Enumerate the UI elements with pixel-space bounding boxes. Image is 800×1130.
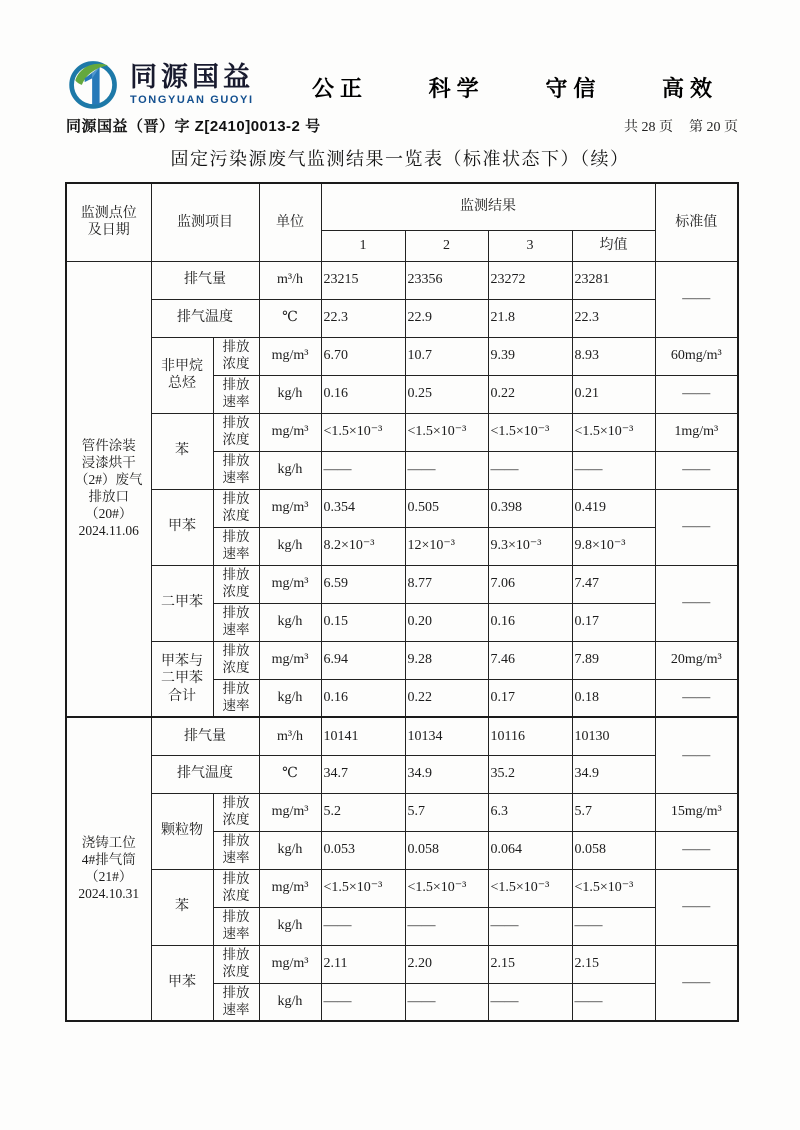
standard-cell: ——	[655, 375, 738, 413]
value-cell: 0.16	[321, 375, 405, 413]
subitem-label: 排放 速率	[213, 679, 259, 717]
subitem-label: 排放 浓度	[213, 413, 259, 451]
value-cell: ——	[405, 451, 488, 489]
unit-label: mg/m³	[259, 489, 321, 527]
value-cell: 0.058	[405, 831, 488, 869]
brand-text	[130, 62, 254, 106]
value-cell: 2.15	[488, 945, 572, 983]
table-row	[66, 489, 738, 527]
table-row	[66, 565, 738, 603]
table-row	[66, 261, 738, 299]
subitem-label: 排放 速率	[213, 907, 259, 945]
value-cell: ——	[321, 451, 405, 489]
item-label: 排气量	[151, 261, 259, 299]
value-cell: 9.8×10⁻³	[572, 527, 655, 565]
value-cell: 9.39	[488, 337, 572, 375]
value-cell: 7.89	[572, 641, 655, 679]
header-sample-2: 2	[405, 230, 488, 261]
table-row	[66, 755, 738, 793]
value-cell: 0.15	[321, 603, 405, 641]
value-cell: <1.5×10⁻³	[321, 413, 405, 451]
header-results: 监测结果	[321, 183, 655, 230]
item-label: 排气量	[151, 717, 259, 755]
header-item: 监测项目	[151, 183, 259, 261]
unit-label: mg/m³	[259, 641, 321, 679]
value-cell: 23272	[488, 261, 572, 299]
unit-label: ℃	[259, 755, 321, 793]
value-cell: 0.17	[572, 603, 655, 641]
table-row	[66, 337, 738, 375]
standard-cell: ——	[655, 679, 738, 717]
table-row	[66, 869, 738, 907]
unit-label: mg/m³	[259, 945, 321, 983]
value-cell: 6.59	[321, 565, 405, 603]
subitem-label: 排放 浓度	[213, 793, 259, 831]
value-cell: 0.058	[572, 831, 655, 869]
unit-label: mg/m³	[259, 565, 321, 603]
section-stack-20	[66, 261, 738, 717]
value-cell: <1.5×10⁻³	[405, 869, 488, 907]
item-label: 非甲烷 总烃	[151, 337, 213, 413]
standard-cell: 15mg/m³	[655, 793, 738, 831]
value-cell: 2.20	[405, 945, 488, 983]
value-cell: 0.419	[572, 489, 655, 527]
table-row	[66, 945, 738, 983]
value-cell: 0.064	[488, 831, 572, 869]
value-cell: 0.25	[405, 375, 488, 413]
item-label: 甲苯	[151, 945, 213, 1021]
value-cell: <1.5×10⁻³	[488, 413, 572, 451]
value-cell: 0.20	[405, 603, 488, 641]
value-cell: 0.16	[321, 679, 405, 717]
standard-cell: 1mg/m³	[655, 413, 738, 451]
value-cell: 12×10⁻³	[405, 527, 488, 565]
subitem-label: 排放 浓度	[213, 869, 259, 907]
item-label: 甲苯与 二甲苯 合计	[151, 641, 213, 717]
value-cell: ——	[405, 907, 488, 945]
unit-label: ℃	[259, 299, 321, 337]
value-cell: 0.17	[488, 679, 572, 717]
unit-label: kg/h	[259, 907, 321, 945]
item-label: 排气温度	[151, 755, 259, 793]
value-cell: 10.7	[405, 337, 488, 375]
value-cell: <1.5×10⁻³	[488, 869, 572, 907]
value-cell: 9.3×10⁻³	[488, 527, 572, 565]
value-cell: ——	[572, 907, 655, 945]
value-cell: 0.354	[321, 489, 405, 527]
standard-cell: ——	[655, 261, 738, 337]
standard-cell: ——	[655, 565, 738, 641]
value-cell: 0.21	[572, 375, 655, 413]
value-cell: 6.3	[488, 793, 572, 831]
value-cell: ——	[572, 983, 655, 1021]
subitem-label: 排放 速率	[213, 375, 259, 413]
brand-name-en: TONGYUAN GUOYI	[130, 94, 254, 106]
subitem-label: 排放 浓度	[213, 945, 259, 983]
item-label: 苯	[151, 869, 213, 945]
company-logo	[66, 56, 254, 112]
value-cell: 6.70	[321, 337, 405, 375]
standard-cell: ——	[655, 945, 738, 1021]
value-cell: 0.16	[488, 603, 572, 641]
unit-label: mg/m³	[259, 793, 321, 831]
value-cell: 0.22	[405, 679, 488, 717]
value-cell: ——	[572, 451, 655, 489]
slogan-word-1: 公正	[312, 76, 369, 101]
value-cell: ——	[321, 983, 405, 1021]
value-cell: ——	[321, 907, 405, 945]
value-cell: 7.06	[488, 565, 572, 603]
page-total: 共 28 页	[624, 120, 673, 135]
unit-label: kg/h	[259, 831, 321, 869]
value-cell: <1.5×10⁻³	[572, 413, 655, 451]
doc-number: 同源国益（晋）字 Z[2410]0013-2 号	[66, 118, 321, 135]
subitem-label: 排放 浓度	[213, 337, 259, 375]
value-cell: ——	[488, 907, 572, 945]
item-label: 苯	[151, 413, 213, 489]
value-cell: 7.46	[488, 641, 572, 679]
value-cell: 34.9	[572, 755, 655, 793]
header-sample-3: 3	[488, 230, 572, 261]
value-cell: 8.93	[572, 337, 655, 375]
subitem-label: 排放 速率	[213, 527, 259, 565]
company-logo-icon	[66, 56, 122, 112]
value-cell: 34.7	[321, 755, 405, 793]
unit-label: mg/m³	[259, 869, 321, 907]
standard-cell: ——	[655, 451, 738, 489]
value-cell: 0.505	[405, 489, 488, 527]
standard-cell: ——	[655, 717, 738, 793]
subitem-label: 排放 浓度	[213, 565, 259, 603]
value-cell: 10134	[405, 717, 488, 755]
standard-cell: 60mg/m³	[655, 337, 738, 375]
unit-label: mg/m³	[259, 413, 321, 451]
value-cell: 22.9	[405, 299, 488, 337]
value-cell: 10116	[488, 717, 572, 755]
value-cell: 23281	[572, 261, 655, 299]
value-cell: 23356	[405, 261, 488, 299]
value-cell: ——	[488, 983, 572, 1021]
value-cell: 0.398	[488, 489, 572, 527]
unit-label: kg/h	[259, 603, 321, 641]
value-cell: 22.3	[572, 299, 655, 337]
table-row	[66, 299, 738, 337]
value-cell: <1.5×10⁻³	[321, 869, 405, 907]
point-label: 浇铸工位 4#排气筒 （21#） 2024.10.31	[66, 717, 151, 1021]
item-label: 甲苯	[151, 489, 213, 565]
slogan-word-4: 高效	[661, 76, 718, 101]
value-cell: 5.7	[572, 793, 655, 831]
header-standard: 标准值	[655, 183, 738, 261]
brand-name-cn: 同源国益	[130, 62, 254, 92]
subitem-label: 排放 速率	[213, 983, 259, 1021]
value-cell: 35.2	[488, 755, 572, 793]
unit-label: kg/h	[259, 527, 321, 565]
standard-cell: ——	[655, 831, 738, 869]
item-label: 排气温度	[151, 299, 259, 337]
value-cell: 10130	[572, 717, 655, 755]
value-cell: ——	[405, 983, 488, 1021]
value-cell: 0.053	[321, 831, 405, 869]
standard-cell: 20mg/m³	[655, 641, 738, 679]
value-cell: 2.15	[572, 945, 655, 983]
value-cell: 8.77	[405, 565, 488, 603]
subitem-label: 排放 浓度	[213, 489, 259, 527]
unit-label: kg/h	[259, 451, 321, 489]
value-cell: 5.7	[405, 793, 488, 831]
value-cell: <1.5×10⁻³	[405, 413, 488, 451]
page-current: 第 20 页	[689, 120, 738, 135]
subitem-label: 排放 速率	[213, 603, 259, 641]
document-title: 固定污染源废气监测结果一览表（标准状态下）（续）	[170, 149, 630, 169]
doc-info-row	[0, 115, 800, 136]
table-row	[66, 717, 738, 755]
slogan-word-2: 科学	[428, 76, 485, 101]
table-row	[66, 793, 738, 831]
subitem-label: 排放 速率	[213, 831, 259, 869]
standard-cell: ——	[655, 869, 738, 945]
value-cell: 0.22	[488, 375, 572, 413]
page-header	[0, 0, 800, 112]
value-cell: 21.8	[488, 299, 572, 337]
unit-label: kg/h	[259, 679, 321, 717]
page-info	[624, 116, 738, 136]
table-row	[66, 413, 738, 451]
value-cell: 5.2	[321, 793, 405, 831]
header-mean: 均值	[572, 230, 655, 261]
standard-cell: ——	[655, 489, 738, 565]
item-label: 二甲苯	[151, 565, 213, 641]
unit-label: kg/h	[259, 983, 321, 1021]
unit-label: m³/h	[259, 261, 321, 299]
value-cell: 10141	[321, 717, 405, 755]
unit-label: kg/h	[259, 375, 321, 413]
value-cell: 6.94	[321, 641, 405, 679]
value-cell: 8.2×10⁻³	[321, 527, 405, 565]
value-cell: 0.18	[572, 679, 655, 717]
unit-label: mg/m³	[259, 337, 321, 375]
value-cell: 22.3	[321, 299, 405, 337]
point-label: 管件涂装 浸漆烘干 （2#）废气 排放口 （20#） 2024.11.06	[66, 261, 151, 717]
value-cell: <1.5×10⁻³	[572, 869, 655, 907]
unit-label: m³/h	[259, 717, 321, 755]
subitem-label: 排放 速率	[213, 451, 259, 489]
value-cell: 9.28	[405, 641, 488, 679]
slogan-word-3: 守信	[545, 76, 602, 101]
value-cell: 23215	[321, 261, 405, 299]
header-point-date: 监测点位 及日期	[66, 183, 151, 261]
subitem-label: 排放 浓度	[213, 641, 259, 679]
table-row	[66, 641, 738, 679]
slogan	[254, 56, 736, 103]
value-cell: 7.47	[572, 565, 655, 603]
value-cell: 2.11	[321, 945, 405, 983]
value-cell: ——	[488, 451, 572, 489]
value-cell: 34.9	[405, 755, 488, 793]
monitoring-results-table	[65, 182, 739, 1022]
header-sample-1: 1	[321, 230, 405, 261]
section-stack-21	[66, 717, 738, 1021]
header-unit: 单位	[259, 183, 321, 261]
item-label: 颗粒物	[151, 793, 213, 869]
